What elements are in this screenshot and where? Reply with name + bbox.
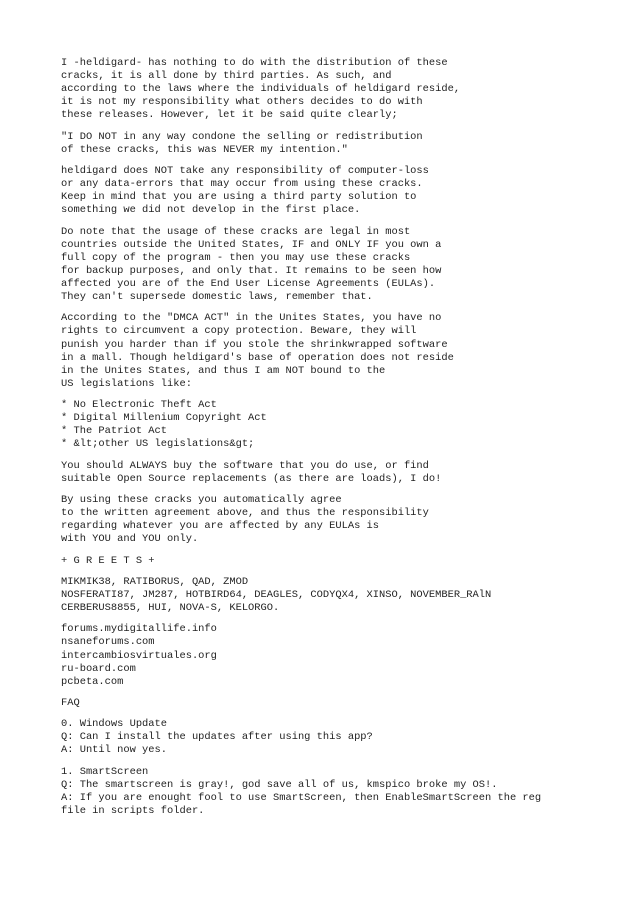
paragraph: [61, 226, 621, 305]
text-line: full copy of the program - then you may use these cracks: [61, 251, 411, 264]
text-line: ru-board.com: [61, 662, 136, 675]
text-line: in the Unites States, and thus I am NOT bound to the: [61, 364, 386, 377]
text-line: rights to circumvent a copy protection. Beware, they will: [61, 325, 417, 338]
text-line: affected you are of the End User License Agreements (EULAs).: [61, 277, 436, 290]
text-line: * No Electronic Theft Act: [61, 399, 217, 412]
text-line: NOSFERATI87, JM287, HOTBIRD64, DEAGLES, CODYQX4, XINSO, NOVEMBER_RAlN: [61, 588, 492, 601]
text-line: regarding whatever you are affected by any EULAs is: [61, 520, 380, 533]
text-line: MIKMIK38, RATIBORUS, QAD, ZMOD: [61, 575, 249, 588]
text-line: Q: Can I install the updates after using this app?: [61, 731, 373, 744]
text-line: 1. SmartScreen: [61, 765, 149, 778]
text-line: * The Patriot Act: [61, 425, 168, 438]
text-line: A: If you are enought fool to use SmartScreen, then EnableSmartScreen the reg: [61, 791, 542, 804]
text-line: for backup purposes, and only that. It remains to be seen how: [61, 264, 442, 277]
text-line: FAQ: [61, 697, 80, 709]
text-line: pcbeta.com: [61, 675, 124, 688]
paragraph: [61, 766, 621, 818]
text-line: intercambiosvirtuales.org: [61, 649, 217, 662]
text-line: * Digital Millenium Copyright Act: [61, 412, 267, 425]
text-line: They can't supersede domestic laws, remember that.: [61, 291, 373, 304]
paragraph: [61, 57, 621, 122]
paragraph: [61, 697, 621, 710]
paragraph: [61, 131, 621, 157]
paragraph: [61, 399, 621, 451]
text-line: heldigard does NOT take any responsibility of computer-loss: [61, 165, 429, 178]
text-line: suitable Open Source replacements (as there are loads), I do!: [61, 472, 442, 485]
text-line: Do note that the usage of these cracks are legal in most: [61, 225, 411, 238]
text-line: with YOU and YOU only.: [61, 533, 199, 546]
text-line: 0. Windows Update: [61, 718, 168, 731]
paragraph: [61, 555, 621, 568]
text-line: of these cracks, this was NEVER my intention.": [61, 143, 348, 156]
text-line: Keep in mind that you are using a third party solution to: [61, 191, 417, 204]
text-line: US legislations like:: [61, 377, 192, 390]
paragraph: [61, 623, 621, 688]
text-line: it is not my responsibility what others decides to do with: [61, 96, 423, 109]
text-line: countries outside the United States, IF and ONLY IF you own a: [61, 238, 442, 251]
text-line: file in scripts folder.: [61, 805, 205, 818]
text-line: something we did not develop in the first place.: [61, 204, 361, 217]
paragraph: [61, 165, 621, 217]
text-line: A: Until now yes.: [61, 744, 168, 757]
text-line: cracks, it is all done by third parties. As such, and: [61, 70, 392, 83]
text-line: By using these cracks you automatically agree: [61, 494, 342, 507]
text-line: forums.mydigitallife.info: [61, 623, 217, 636]
text-line: punish you harder than if you stole the shrinkwrapped software: [61, 338, 448, 351]
paragraph: [61, 494, 621, 546]
paragraph: [61, 312, 621, 391]
text-line: CERBERUS8855, HUI, NOVA-S, KELORGO.: [61, 602, 280, 615]
text-line: * &lt;other US legislations&gt;: [61, 438, 255, 451]
text-line: You should ALWAYS buy the software that you do use, or find: [61, 459, 429, 472]
text-line: I -heldigard- has nothing to do with the distribution of these: [61, 57, 448, 69]
paragraph: [61, 576, 621, 615]
paragraph: [61, 460, 621, 486]
text-line: According to the "DMCA ACT" in the Unites States, you have no: [61, 312, 442, 325]
text-line: + G R E E T S +: [61, 554, 155, 567]
text-line: nsaneforums.com: [61, 636, 155, 649]
text-line: Q: The smartscreen is gray!, god save all of us, kmspico broke my OS!.: [61, 778, 498, 791]
text-line: "I DO NOT in any way condone the selling or redistribution: [61, 130, 423, 143]
document-page: [61, 57, 621, 826]
text-line: according to the laws where the individuals of heldigard reside,: [61, 83, 461, 96]
text-line: to the written agreement above, and thus the responsibility: [61, 507, 429, 520]
paragraph: [61, 718, 621, 757]
text-line: these releases. However, let it be said quite clearly;: [61, 109, 398, 122]
text-line: in a mall. Though heldigard's base of operation does not reside: [61, 351, 454, 364]
text-line: or any data-errors that may occur from using these cracks.: [61, 178, 423, 191]
